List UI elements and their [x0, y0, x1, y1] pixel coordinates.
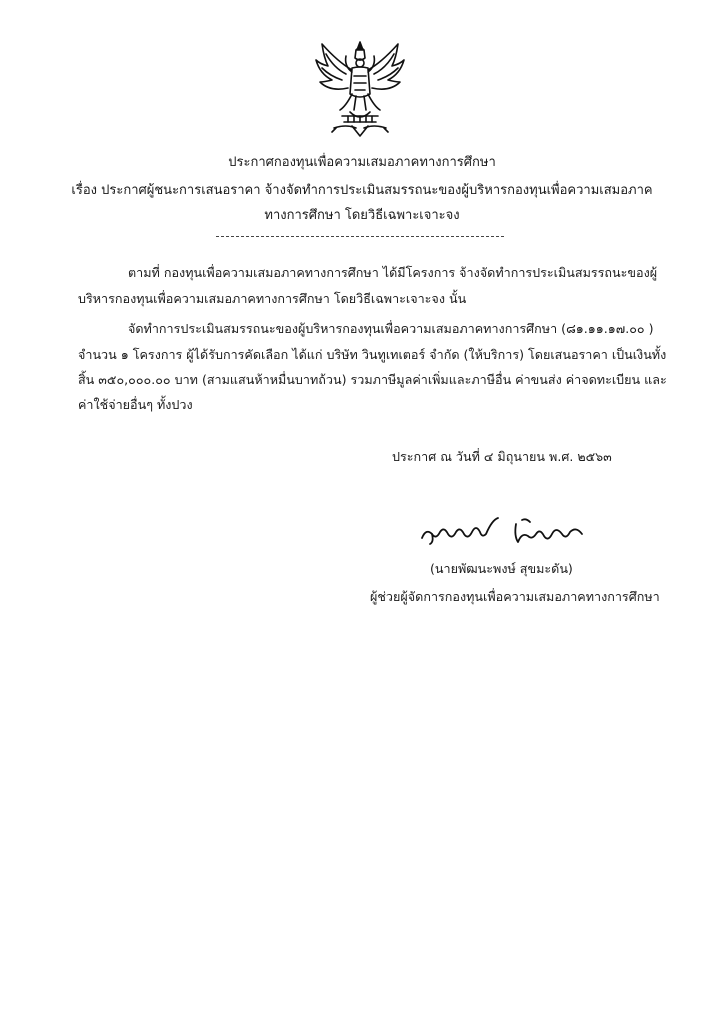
body-line: บริหารกองทุนเพื่อความเสมอภาคทางการศึกษา โดยวิธีเฉพาะเจาะจง นั้น: [78, 291, 467, 306]
announcement-subject: เรื่อง ประกาศผู้ชนะการเสนอราคา จ้างจัดทำการประเมินสมรรถนะของผู้บริหารกองทุนเพื่อความเสมอภาค: [71, 183, 653, 198]
body-line: สิ้น ๓๕๐,๐๐๐.๐๐ บาท (สามแสนห้าหมื่นบาทถ้วน) รวมภาษีมูลค่าเพิ่มและภาษีอื่น ค่าขนส่ง ค่าจดทะเบียน และ: [78, 372, 667, 387]
body-line: จำนวน ๑ โครงการ ผู้ได้รับการคัดเลือก ได้แก่ บริษัท วินทูเทเตอร์ จำกัด (ให้บริการ) โดยเสนอราคา เป็นเงินทั้ง: [78, 347, 667, 362]
body-line: ตามที่ กองทุนเพื่อความเสมอภาคทางการศึกษา ได้มีโครงการ จ้างจัดทำการประเมินสมรรถนะของผู้: [128, 265, 658, 280]
garuda-emblem-icon: [312, 36, 408, 144]
body-line: ค่าใช้จ่ายอื่นๆ ทั้งปวง: [78, 397, 193, 412]
body-line: จัดทำการประเมินสมรรถนะของผู้บริหารกองทุนเพื่อความเสมอภาคทางการศึกษา (๘๑.๑๑.๑๗.๐๐ ): [128, 321, 654, 336]
announcement-subject-continued: ทางการศึกษา โดยวิธีเฉพาะเจาะจง: [264, 208, 460, 223]
announcement-date: ประกาศ ณ วันที่ ๔ มิถุนายน พ.ศ. ๒๕๖๓: [392, 449, 612, 464]
signer-name: (นายพัฒนะพงษ์ สุขมะดัน): [430, 561, 573, 576]
signer-position: ผู้ช่วยผู้จัดการกองทุนเพื่อความเสมอภาคทางการศึกษา: [370, 589, 660, 604]
separator-line: [216, 236, 504, 237]
handwritten-signature: [418, 510, 588, 550]
announcement-title: ประกาศกองทุนเพื่อความเสมอภาคทางการศึกษา: [228, 155, 496, 170]
